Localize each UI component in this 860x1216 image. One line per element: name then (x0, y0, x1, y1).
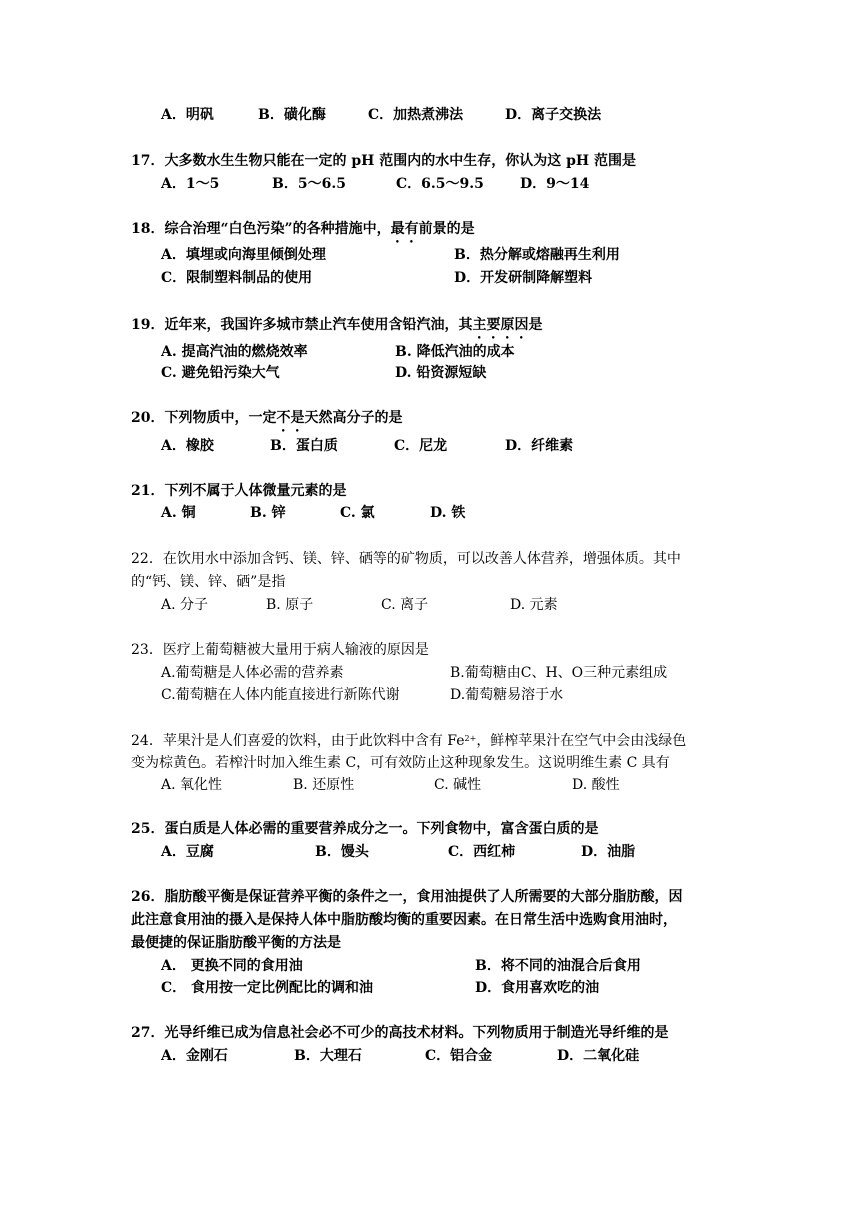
option-a: A.葡萄糖是人体必需的营养素 (161, 665, 344, 681)
option-a: A. 氧化性 (161, 777, 223, 793)
option-d: D．二氧化硅 (557, 1048, 640, 1064)
option-a: A. 铜 (161, 505, 196, 521)
option-d: D．开发研制降解塑料 (454, 270, 593, 286)
option-a: A． 更换不同的食用油 (161, 958, 303, 974)
question-stem: 18．综合治理“白色污染”的各种措施中，最有前景的是 (131, 221, 475, 237)
option-c: C. 氯 (340, 505, 375, 521)
question-stem-line-1: 24．苹果汁是人们喜爱的饮料，由于此饮料中含有 $Fe^{2+}$，鲜榨苹果汁在空气中会由浅绿色 (131, 733, 687, 749)
option-b: B．5～6.5 (272, 176, 346, 192)
question-stem-line-2: 此注意食用油的摄入是保持人体中脂肪酸均衡的重要因素。在日常生活中选购食用油时， (131, 912, 677, 928)
question-stem: 23．医疗上葡萄糖被大量用于病人输液的原因是 (131, 642, 429, 658)
option-a: A. 分子 (161, 597, 209, 613)
option-b: B．热分解或熔融再生利用 (454, 247, 620, 263)
option-c: C．西红柿 (448, 844, 516, 860)
option-c: C．加热煮沸法 (368, 107, 464, 123)
question-stem-line-3: 最便捷的保证脂肪酸平衡的方法是 (131, 935, 341, 951)
option-d: D. 铅资源短缺 (395, 365, 487, 381)
question-stem: 21．下列不属于人体微量元素的是 (131, 483, 347, 499)
option-d: D．油脂 (581, 844, 636, 860)
option-c: C. 避免铅污染大气 (161, 365, 280, 381)
option-b: B.葡萄糖由C、H、O三种元素组成 (450, 665, 668, 681)
option-a: A．豆腐 (161, 844, 214, 860)
option-b: B．蛋白质 (270, 438, 338, 454)
option-b: B．大理石 (294, 1048, 362, 1064)
question-stem-line-2: 变为棕黄色。若榨汁时加入维生素 C，可有效防止这种现象发生。这说明维生素 C 具有 (131, 755, 670, 771)
option-a: A．金刚石 (161, 1048, 228, 1064)
question-stem-line-1: 26．脂肪酸平衡是保证营养平衡的条件之一，食用油提供了人所需要的大部分脂肪酸，因 (131, 889, 683, 905)
option-c: C．限制塑料制品的使用 (161, 270, 313, 286)
question-stem-line-2: 的“钙、镁、锌、硒”是指 (131, 574, 286, 590)
question-stem: 25．蛋白质是人体必需的重要营养成分之一。下列食物中，富含蛋白质的是 (131, 821, 599, 837)
question-stem: 19．近年来，我国许多城市禁止汽车使用含铅汽油，其主要原因是 (131, 317, 543, 333)
option-b: B. 原子 (266, 597, 314, 613)
option-d: D．纤维素 (505, 438, 574, 454)
option-a: A．填埋或向海里倾倒处理 (161, 247, 326, 263)
option-b: B. 锌 (250, 505, 286, 521)
option-c: C．铝合金 (425, 1048, 493, 1064)
question-stem: 27．光导纤维已成为信息社会必不可少的高技术材料。下列物质用于制造光导纤维的是 (131, 1025, 669, 1041)
option-b: B．馒头 (315, 844, 369, 860)
option-c: C.葡萄糖在人体内能直接进行新陈代谢 (161, 687, 400, 703)
option-d: D．离子交换法 (505, 107, 602, 123)
option-d: D. 酸性 (572, 777, 620, 793)
question-stem-line-1: 22．在饮用水中添加含钙、镁、锌、硒等的矿物质，可以改善人体营养，增强体质。其中 (131, 551, 681, 567)
option-d: D. 元素 (510, 597, 558, 613)
option-b: B．磺化酶 (258, 107, 326, 123)
option-c: C． 食用按一定比例配比的调和油 (161, 980, 374, 996)
option-d: D. 铁 (430, 505, 466, 521)
option-c: C. 离子 (381, 597, 429, 613)
option-d: D．食用喜欢吃的油 (475, 980, 600, 996)
option-b: B．将不同的油混合后食用 (475, 958, 641, 974)
question-stem: 20．下列物质中，一定不是天然高分子的是 (131, 410, 403, 426)
option-a: A．明矾 (161, 107, 214, 123)
option-a: A．橡胶 (161, 438, 214, 454)
option-c: C. 碱性 (434, 777, 482, 793)
option-d: D．9～14 (520, 176, 590, 192)
option-c: C．6.5～9.5 (396, 176, 484, 192)
option-c: C．尼龙 (394, 438, 448, 454)
option-d: D.葡萄糖易溶于水 (450, 687, 564, 703)
option-b: B. 降低汽油的成本 (395, 344, 515, 360)
option-a: A. 提高汽油的燃烧效率 (161, 344, 308, 360)
option-a: A．1～5 (161, 176, 220, 192)
question-stem: 17．大多数水生生物只能在一定的 pH 范围内的水中生存，你认为这 pH 范围是 (131, 153, 637, 169)
option-b: B. 还原性 (293, 777, 355, 793)
